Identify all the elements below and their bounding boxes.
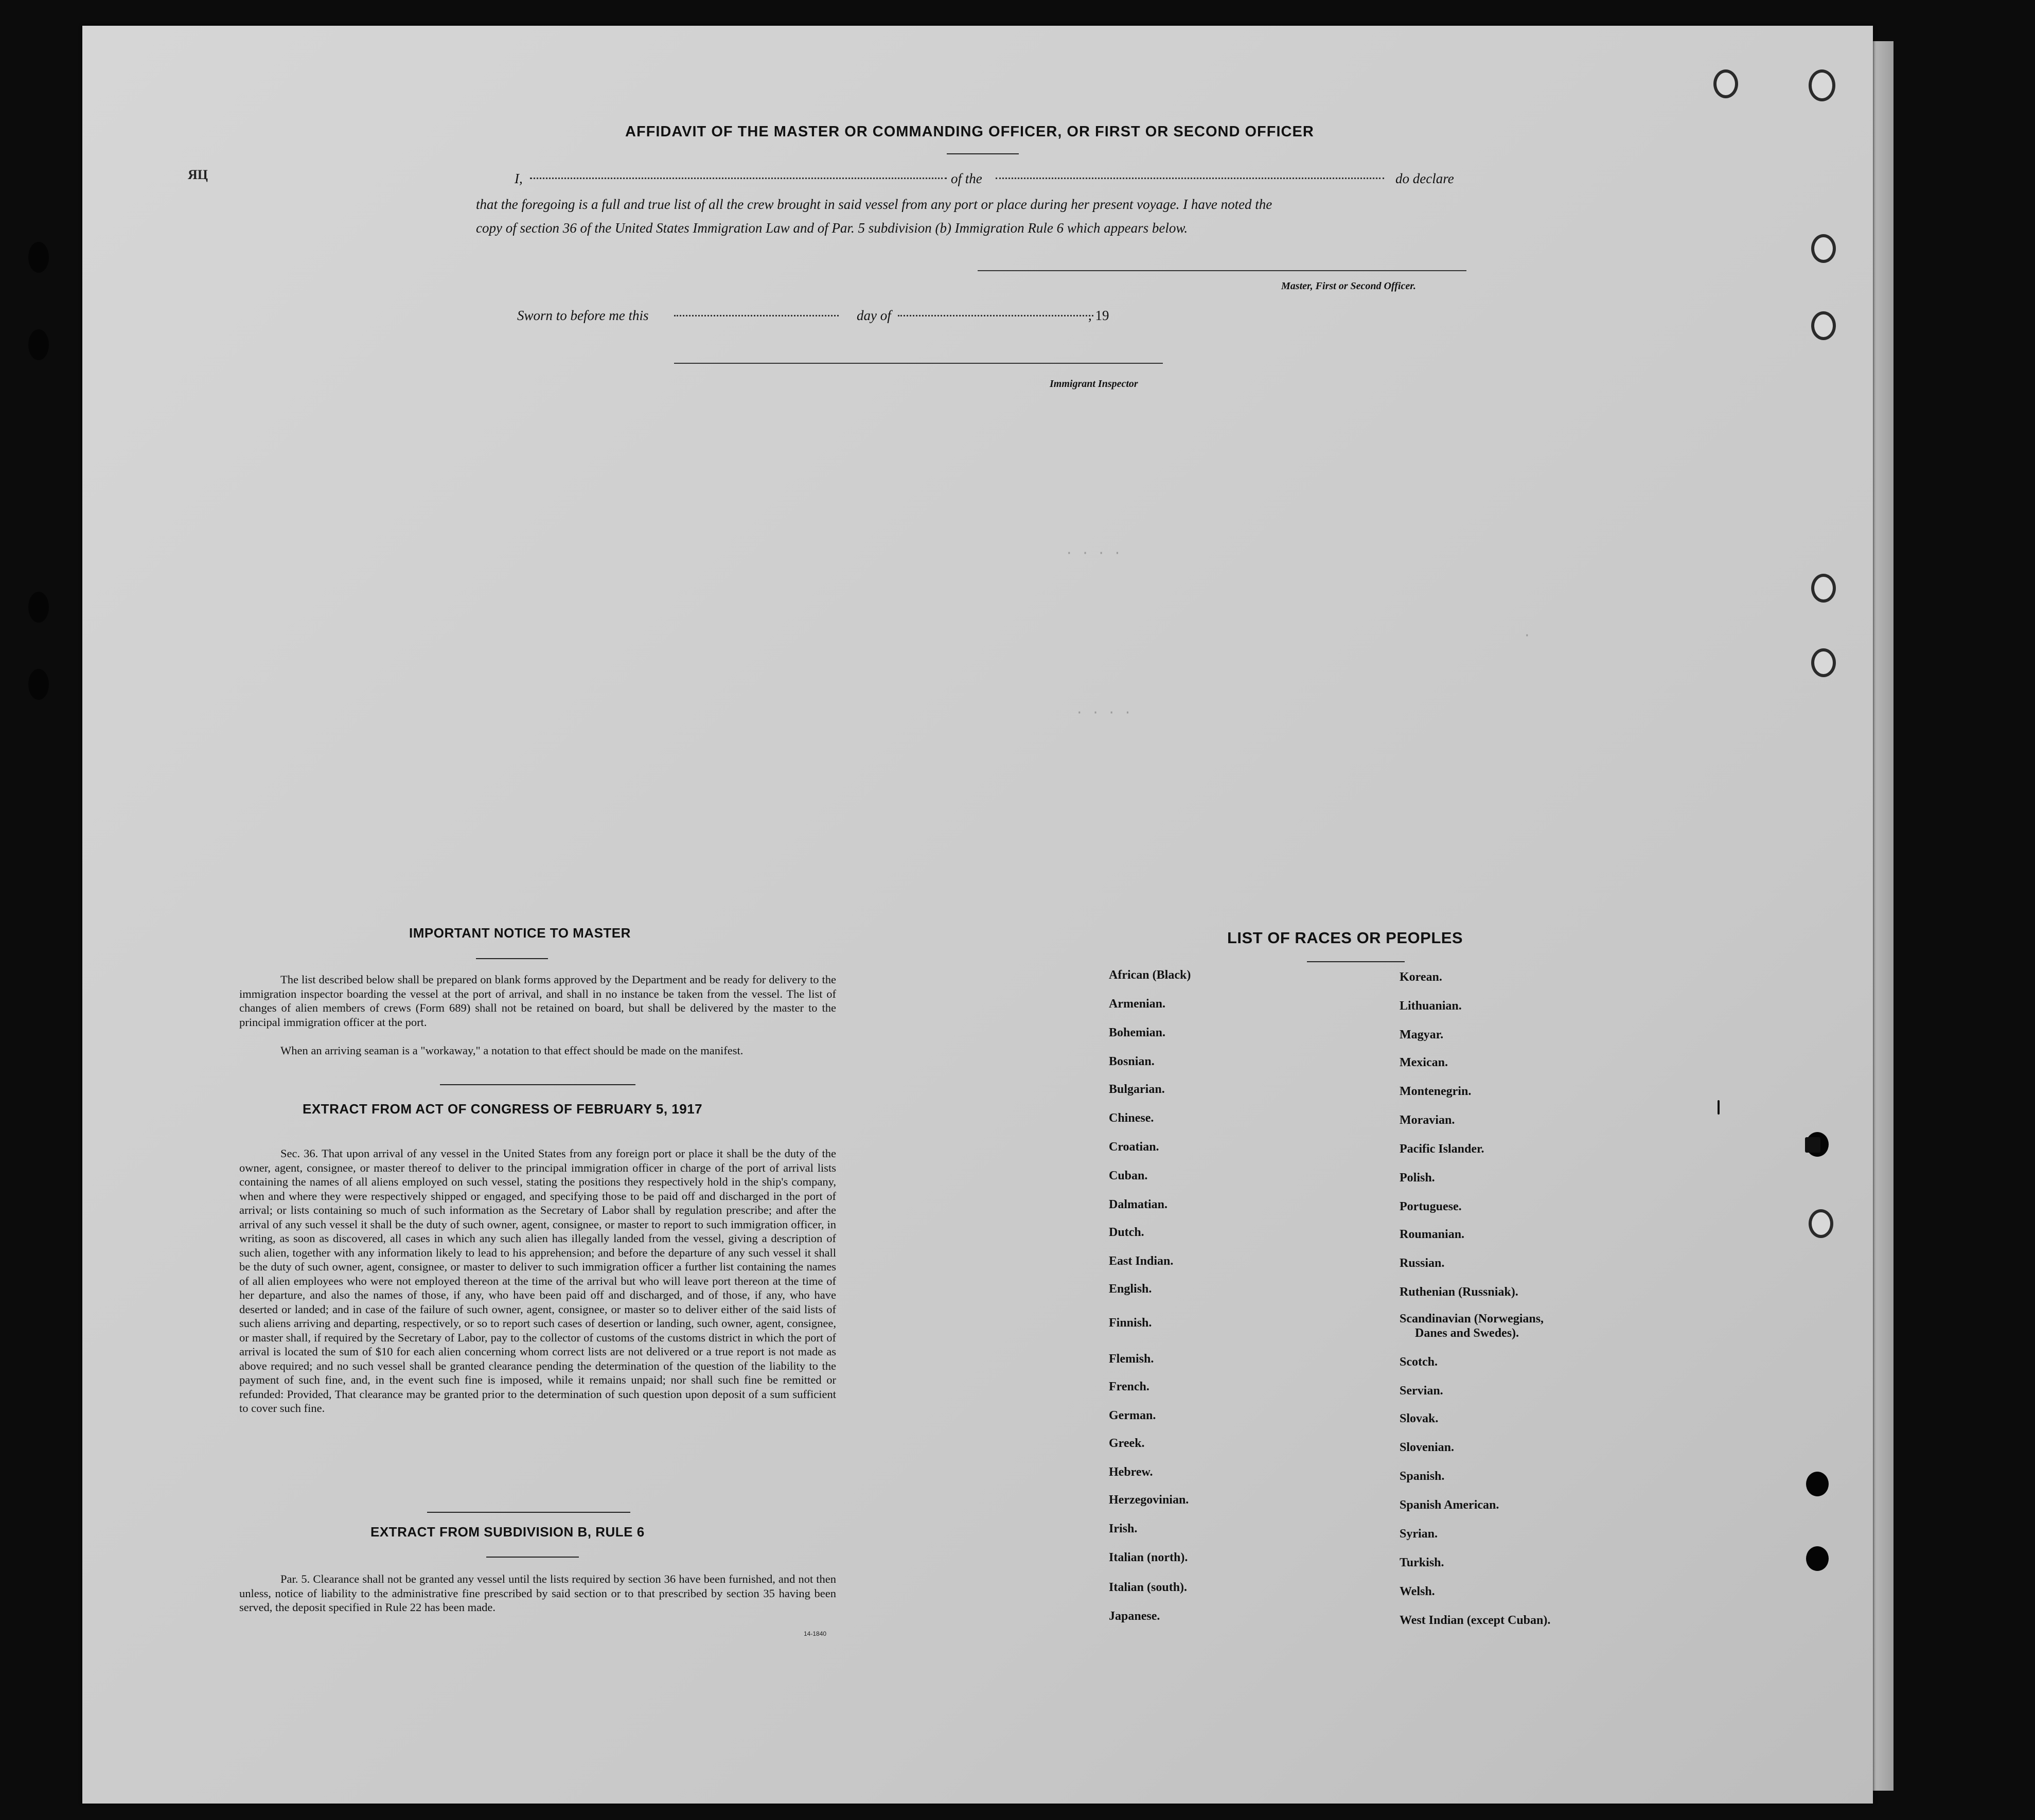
- race-item: Polish.: [1400, 1171, 1435, 1185]
- vessel-label: of the: [951, 171, 982, 186]
- race-item: German.: [1109, 1409, 1156, 1422]
- punch-hole: [1811, 648, 1836, 677]
- race-item: Irish.: [1109, 1522, 1138, 1535]
- bleed-through: ·: [1523, 628, 1531, 643]
- race-item: Bulgarian.: [1109, 1083, 1165, 1096]
- race-item: Russian.: [1400, 1257, 1445, 1270]
- notice-text: The list described below shall be prepared on blank forms approved by the Department and be ready for delivery to the immigration inspector boarding the vessel at the port of arrival, and shall in no instance be taken from the vessel. The list of changes of alien members of crews (Form 689) shall not be retained on board, but shall be delivered by the master to the principal immigration officer at the port.: [239, 973, 836, 1029]
- race-item: Montenegrin.: [1400, 1085, 1472, 1098]
- punch-hole: [1809, 69, 1835, 101]
- race-item: Slovak.: [1400, 1412, 1439, 1425]
- punch-hole: [1811, 234, 1836, 263]
- section-rule: [486, 1557, 579, 1558]
- officer-signature-label: Master, First or Second Officer.: [1281, 280, 1416, 292]
- inspector-label: Immigrant Inspector: [1050, 378, 1138, 390]
- punch-hole: [1713, 69, 1738, 98]
- notice-text-2: When an arriving seaman is a "workaway," a notation to that effect should be made on the manifest.: [280, 1044, 744, 1057]
- binding-hole: [28, 329, 49, 360]
- rule-text: Par. 5. Clearance shall not be granted any vessel until the lists required by section 36 have been furnished, and not then unless, notice of liability to the administrative fine prescribed by said section or to that prescribed by section 35 having been served, the deposit specified in Rule 22 has been made.: [239, 1572, 836, 1614]
- race-item: Lithuanian.: [1400, 999, 1462, 1013]
- race-item: Ruthenian (Russniak).: [1400, 1285, 1518, 1299]
- affidavit-title: AFFIDAVIT OF THE MASTER OR COMMANDING OFFICER, OR FIRST OR SECOND OFFICER: [625, 123, 1314, 140]
- underlying-sheet: [1873, 41, 1894, 1791]
- race-item: Spanish American.: [1400, 1498, 1499, 1512]
- race-item: West Indian (except Cuban).: [1400, 1614, 1551, 1627]
- punch-hole: [1811, 574, 1836, 603]
- race-item: Bosnian.: [1109, 1055, 1155, 1068]
- race-item: Turkish.: [1400, 1556, 1444, 1569]
- bleed-through: · · · ·: [1065, 545, 1122, 561]
- race-item: Portuguese.: [1400, 1200, 1462, 1213]
- race-item: Scotch.: [1400, 1355, 1438, 1369]
- notice-heading: IMPORTANT NOTICE TO MASTER: [409, 925, 631, 941]
- race-item: Roumanian.: [1400, 1228, 1465, 1241]
- margin-mark: ЯЦ: [188, 167, 208, 182]
- manifest-page: [82, 26, 1873, 1804]
- race-item: Moravian.: [1400, 1114, 1455, 1127]
- race-item: African (Black): [1109, 968, 1191, 982]
- section-rule: [427, 1512, 630, 1513]
- race-item: Syrian.: [1400, 1527, 1438, 1541]
- notice-rule: [476, 958, 548, 959]
- race-item: Finnish.: [1109, 1316, 1152, 1330]
- binding-hole: [28, 669, 49, 700]
- races-rule: [1307, 961, 1405, 962]
- race-item: Welsh.: [1400, 1585, 1435, 1598]
- rule-heading: EXTRACT FROM SUBDIVISION B, RULE 6: [370, 1524, 645, 1540]
- title-underline: [947, 153, 1019, 154]
- bleed-through: · · · ·: [1075, 705, 1132, 720]
- race-item: Danes and Swedes).: [1415, 1327, 1519, 1340]
- race-item: English.: [1109, 1282, 1152, 1296]
- race-item: Dalmatian.: [1109, 1198, 1167, 1211]
- race-item: Herzegovinian.: [1109, 1493, 1189, 1507]
- race-item: Magyar.: [1400, 1028, 1444, 1041]
- race-item: Hebrew.: [1109, 1465, 1153, 1479]
- sworn-text: Sworn to before me this: [517, 308, 649, 323]
- declarant-name-field[interactable]: [530, 178, 947, 179]
- sworn-day-field[interactable]: [674, 315, 839, 316]
- ink-blot: [1805, 1137, 1820, 1153]
- vessel-name-field[interactable]: [996, 178, 1384, 179]
- inspector-signature-field[interactable]: [674, 363, 1163, 364]
- race-item: French.: [1109, 1380, 1149, 1393]
- race-item: Dutch.: [1109, 1226, 1144, 1239]
- race-item: Greek.: [1109, 1437, 1145, 1450]
- affidavit-line-2: that the foregoing is a full and true list of all the crew brought in said vessel from any port or place during her present voyage. I have noted the: [476, 197, 1272, 212]
- race-item: Korean.: [1400, 970, 1442, 984]
- race-item: Pacific Islander.: [1400, 1142, 1484, 1156]
- race-item: Flemish.: [1109, 1352, 1154, 1366]
- race-item: Cuban.: [1109, 1169, 1148, 1182]
- race-item: Mexican.: [1400, 1056, 1448, 1069]
- races-heading: LIST OF RACES OR PEOPLES: [1227, 929, 1463, 947]
- affidavit-line-3: copy of section 36 of the United States Immigration Law and of Par. 5 subdivision (b) Immigration Rule 6 which appears below.: [476, 220, 1188, 236]
- race-item: Chinese.: [1109, 1111, 1154, 1125]
- declare-text: do declare: [1395, 171, 1454, 186]
- declarant-label: I,: [515, 171, 523, 186]
- sworn-year-label: , 19: [1088, 308, 1109, 323]
- day-of-label: day of: [857, 308, 891, 323]
- race-item: Armenian.: [1109, 997, 1165, 1011]
- race-item: Bohemian.: [1109, 1026, 1166, 1039]
- sworn-month-field[interactable]: [898, 315, 1093, 316]
- race-item: Italian (north).: [1109, 1551, 1188, 1564]
- form-number: 14-1840: [804, 1630, 827, 1637]
- officer-signature-field[interactable]: [978, 270, 1466, 271]
- binding-hole: [28, 242, 49, 273]
- punch-hole: [1809, 1209, 1833, 1238]
- act-text: Sec. 36. That upon arrival of any vessel in the United States from any foreign port or place it shall be the duty of the owner, agent, consignee, or master thereof to deliver to the principal immigration officer in charge of the port of arrival lists containing the names of all aliens employed on such vessel, stating the positions they respectively hold in the ship's company, when and where they were respectively shipped or engaged, and specifying those to be paid off and discharged in the port of arrival; or lists containing so much of such information as the Secretary of Labor shall by regulation prescribe; and after the arrival of any such vessel it shall be the duty of such owner, agent, consignee, or master to report to such immigration officer, in writing, as soon as discovered, all cases in which any such alien has illegally landed from the vessel, giving a description of such alien, together with any information likely to lead to his apprehension; and before the departure of any such vessel it shall be the duty of such owner, agent, consignee, or master to deliver to such immigration officer a further list containing the names of all alien employees who were not employed thereon at the time of the arrival but who will leave port thereon at the time of her departure, and also the names of those, if any, who have been paid off and discharged, and of those, if any, who have deserted or landed; and in case of the failure of such owner, agent, consignee, or master so to deliver either of the said lists of such aliens arriving and departing, respectively, or so to report such cases of desertion or landing, such owner, agent, consignee, or master shall, if required by the Secretary of Labor, pay to the collector of customs of the customs district in which the port of arrival is located the sum of $10 for each alien concerning whom correct lists are not delivered or a true report is not made as above required; and no such vessel shall be granted clearance pending the determination of the question of the liability to the payment of such fine, and, in the event such fine is imposed, while it remains unpaid; nor shall such fine be remitted or refunded: Provided, That clearance may be granted prior to the determination of such question upon deposit of a sum sufficient to cover such fine.: [239, 1147, 836, 1415]
- punch-hole: [1806, 1472, 1829, 1496]
- punch-hole: [1806, 1546, 1829, 1571]
- race-item: Croatian.: [1109, 1140, 1159, 1154]
- race-item: Slovenian.: [1400, 1441, 1455, 1454]
- race-item: Japanese.: [1109, 1610, 1160, 1623]
- act-heading: EXTRACT FROM ACT OF CONGRESS OF FEBRUARY 5, 1917: [303, 1101, 703, 1117]
- race-item: Spanish.: [1400, 1470, 1445, 1483]
- section-rule: [440, 1084, 635, 1085]
- race-item: Servian.: [1400, 1384, 1443, 1398]
- binding-hole: [28, 592, 49, 623]
- ink-mark: [1718, 1100, 1720, 1115]
- race-item: Italian (south).: [1109, 1581, 1188, 1594]
- race-item: East Indian.: [1109, 1254, 1174, 1268]
- punch-hole: [1811, 311, 1836, 340]
- race-item: Scandinavian (Norwegians,: [1400, 1312, 1544, 1326]
